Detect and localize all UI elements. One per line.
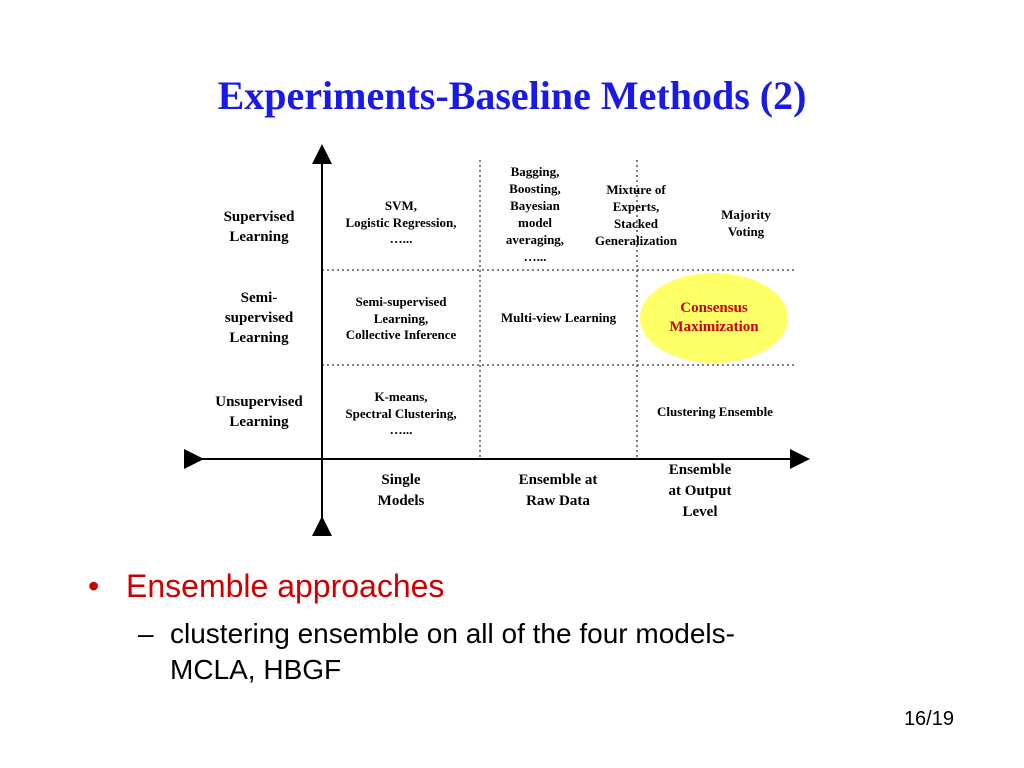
slide-title: Experiments-Baseline Methods (2) xyxy=(217,73,807,118)
page-number: 16/19 xyxy=(903,708,954,730)
cell-supervised-output: Mixture of Experts, Stacked Generalization xyxy=(594,182,678,248)
sub-bullet-marker: – xyxy=(138,618,154,649)
col-label-raw-data: Ensemble at Raw Data xyxy=(518,472,598,509)
row-label-supervised: Supervised Learning xyxy=(223,208,295,245)
cell-supervised-single: SVM, Logistic Regression, …... xyxy=(345,197,457,247)
bullet-text: Ensemble approaches xyxy=(126,568,445,604)
cell-supervised-voting: Majority Voting xyxy=(721,207,771,239)
cell-semi-raw: Multi-view Learning xyxy=(500,309,617,325)
cell-unsupervised-single: K-means, Spectral Clustering, …... xyxy=(345,388,457,438)
cell-unsupervised-output: Clustering Ensemble xyxy=(657,403,773,419)
sub-bullet-text: clustering ensemble on all of the four models- MCLA, HBGF xyxy=(170,618,735,685)
col-label-output-level: Ensemble at Output Level xyxy=(668,461,732,520)
cell-consensus-maximization: Consensus Maximization xyxy=(669,299,759,335)
bullet-list xyxy=(86,562,966,688)
row-label-semi-supervised: Semi- supervised Learning xyxy=(224,289,294,347)
col-label-single-models: Single Models xyxy=(377,472,425,509)
bullet-item xyxy=(86,562,966,610)
cell-supervised-raw: Bagging, Boosting, Bayesian model averaging, …... xyxy=(505,164,565,264)
sub-bullet-item xyxy=(86,616,966,688)
row-label-unsupervised: Unsupervised Learning xyxy=(215,393,303,430)
cell-semi-single: Semi-supervised Learning, Collective Inference xyxy=(345,293,457,343)
cell-unsupervised-raw xyxy=(481,378,636,450)
bullet-marker: • xyxy=(88,568,100,604)
